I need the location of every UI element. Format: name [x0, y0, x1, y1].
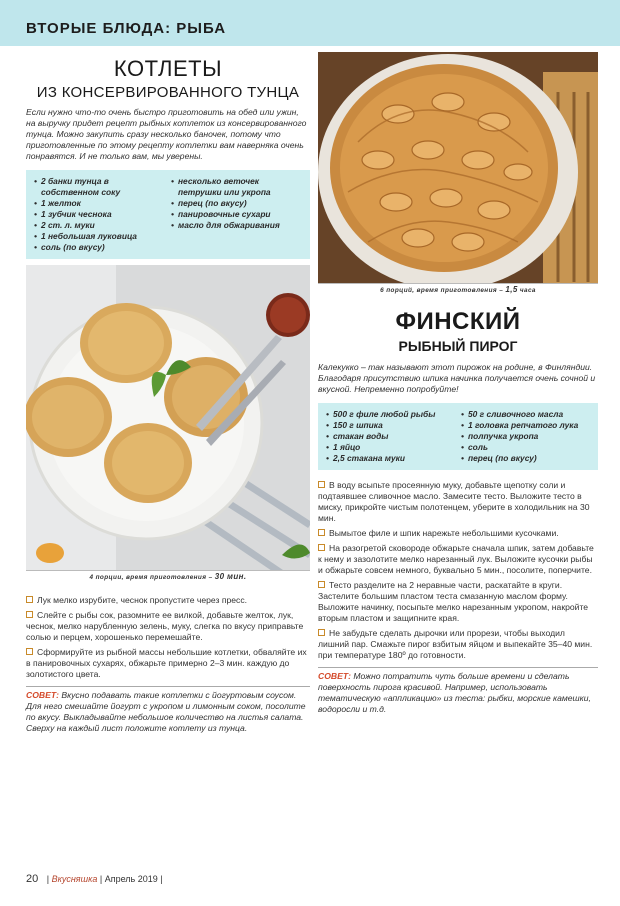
section-header	[0, 0, 620, 46]
step-text: Не забудьте сделать дырочки или прорези, чтобы выходил лишний пар. Смажьте пирог взбитым яйцом и выпекайте 35–40 мин. при температуре 180º до готовности.	[318, 628, 593, 660]
step-text: Тесто разделите на 2 неравные части, раскатайте в круги. Застелите большим пластом теста смазанную маслом форму. Выложите начинку, посыпьте мелко нарезанным укропом, накройте вторым пластом и защипните края.	[318, 580, 589, 623]
magazine-name: Вкусняшка	[51, 874, 98, 884]
cutlets-caption	[26, 570, 310, 583]
step-bullet-icon	[318, 629, 325, 636]
ingredient-item: • несколько веточек петрушки или укропа	[171, 176, 302, 198]
ingredient-item: • 2 ст. л. муки	[34, 220, 165, 231]
step-item	[26, 647, 310, 680]
left-column	[26, 52, 310, 734]
cutlets-tip-label: СОВЕТ:	[26, 690, 59, 700]
ingredient-item: • 1 зубчик чеснока	[34, 209, 165, 220]
pie-tip-text: Можно потратить чуть больше времени и сделать поверхность пирога красивой. Например, использовать тематическую «аппликацию» из теста: рыбки, морские камешки, водоросли и т.д.	[318, 671, 591, 714]
step-item	[318, 580, 598, 624]
magazine-issue: Апрель 2019	[104, 874, 158, 884]
ingredient-item: • 2 банки тунца в собственном соку	[34, 176, 165, 198]
step-bullet-icon	[318, 581, 325, 588]
pie-tip-label: СОВЕТ:	[318, 671, 351, 681]
recipe-title-cutlets: КОТЛЕТЫ	[113, 56, 223, 81]
step-bullet-icon	[26, 596, 33, 603]
cutlets-caption-time: 30 мин.	[214, 572, 247, 581]
ingredients-list-1	[34, 176, 165, 253]
recipe-intro-cutlets: Если нужно что-то очень быстро приготовить на обед или ужин, на выручку придет рецепт рыбных котлеток из консервированного тунца. Можно закупить сразу несколько баночек, потому что приготовленные по этому рецепту котлетки вам наверняка очень понравятся. И не только вам, мы уверены.	[26, 107, 307, 161]
ingredient-item: • 1 желток	[34, 198, 165, 209]
pie-caption-time: 1,5	[505, 285, 518, 294]
cutlets-caption-text: 4 порции, время приготовления –	[89, 574, 213, 581]
step-item	[318, 528, 598, 539]
ingredients-box-pie	[318, 403, 598, 470]
step-item	[26, 610, 310, 643]
step-text: Слейте с рыбы сок, разомните ее вилкой, добавьте желток, лук, чеснок, мелко нарубленную зелень, муку, слегка по вкусу приправьте солью и перцем, хорошенько перемешайте.	[26, 610, 304, 642]
pie-caption-text: 6 порций, время приготовления –	[380, 287, 504, 294]
step-bullet-icon	[26, 611, 33, 618]
page-number: 20	[26, 873, 39, 885]
ingredients-list-1	[326, 409, 455, 464]
pie-caption-unit: часа	[519, 287, 536, 294]
ingredients-list-2	[461, 409, 590, 464]
ingredient-item: • полпучка укропа	[461, 431, 590, 442]
pie-tip	[318, 667, 598, 715]
cutlets-tip	[26, 686, 310, 734]
ingredient-item: • перец (по вкусу)	[461, 453, 590, 464]
recipe-subtitle-cutlets: ИЗ КОНСЕРВИРОВАННОГО ТУНЦА	[36, 84, 300, 101]
cutlets-steps	[26, 595, 310, 680]
step-text: Вымытое филе и шпик нарежьте небольшими кусочками.	[329, 528, 559, 538]
ingredients-box-cutlets	[26, 170, 310, 259]
page-footer: 20 | Вкусняшка | Апрель 2019 |	[26, 873, 163, 885]
pie-caption	[318, 283, 598, 296]
ingredient-item: • перец (по вкусу)	[171, 198, 302, 209]
step-text: В воду всыпьте просеянную муку, добавьте щепотку соли и подтаявшее сливочное масло. Замесите тесто. Выложите тесто в миску, прикройте чистым полотенцем, уберите в холодильник на 30 мин.	[318, 480, 590, 523]
ingredient-item: • 500 г филе любой рыбы	[326, 409, 455, 420]
ingredient-item: • соль	[461, 442, 590, 453]
ingredient-item: • 1 небольшая луковица	[34, 231, 165, 242]
step-bullet-icon	[318, 529, 325, 536]
right-column	[318, 52, 598, 715]
cutlets-photo	[26, 265, 310, 583]
step-item	[318, 480, 598, 524]
pie-image	[318, 52, 598, 296]
cutlets-image	[26, 265, 310, 583]
step-bullet-icon	[26, 648, 33, 655]
cutlets-tip-text: Вкусно подавать такие котлетки с йогуртовым соусом. Для него смешайте йогурт с укропом и лимонным соком, посолите по вкусу. Выкладывайте небольшое количество на листья салата. Сверху на каждый лист положите котлету из тунца.	[26, 690, 306, 733]
step-item	[26, 595, 310, 606]
step-bullet-icon	[318, 481, 325, 488]
pie-photo	[318, 52, 598, 296]
ingredient-item: • 1 яйцо	[326, 442, 455, 453]
section-title: ВТОРЫЕ БЛЮДА: РЫБА	[26, 20, 227, 37]
recipe-title-pie: ФИНСКИЙ	[395, 308, 521, 335]
pie-steps	[318, 480, 598, 661]
ingredient-item: • 1 головка репчатого лука	[461, 420, 590, 431]
step-item	[318, 628, 598, 661]
step-bullet-icon	[318, 544, 325, 551]
step-text: Сформируйте из рыбной массы небольшие котлетки, обваляйте их в панировочных сухарях, обжарьте примерно 2–3 мин. каждую до золотистого цвета.	[26, 647, 307, 679]
step-text: Лук мелко изрубите, чеснок пропустите через пресс.	[37, 595, 248, 605]
recipe-intro-pie: Калекукко – так называют этот пирожок на родине, в Финляндии. Благодаря присутствию шпика начинка получается очень сочной и вкусной. Непременно попробуйте!	[318, 362, 596, 394]
ingredient-item: • 2,5 стакана муки	[326, 453, 455, 464]
ingredient-item: • 50 г сливочного масла	[461, 409, 590, 420]
ingredient-item: • соль (по вкусу)	[34, 242, 165, 253]
ingredient-item: • масло для обжаривания	[171, 220, 302, 231]
ingredient-item: • панировочные сухари	[171, 209, 302, 220]
step-item	[318, 543, 598, 576]
step-text: На разогретой сковороде обжарьте сначала шпик, затем добавьте к нему и зазолотите мелко нарезанный лук. Выложите кусочки рыбы и обжарьте совсем немного, буквально 5 мин., посолите, поперчите.	[318, 543, 594, 575]
ingredient-item: • стакан воды	[326, 431, 455, 442]
ingredients-list-2	[171, 176, 302, 253]
ingredient-item: • 150 г шпика	[326, 420, 455, 431]
recipe-subtitle-pie: РЫБНЫЙ ПИРОГ	[398, 338, 518, 354]
